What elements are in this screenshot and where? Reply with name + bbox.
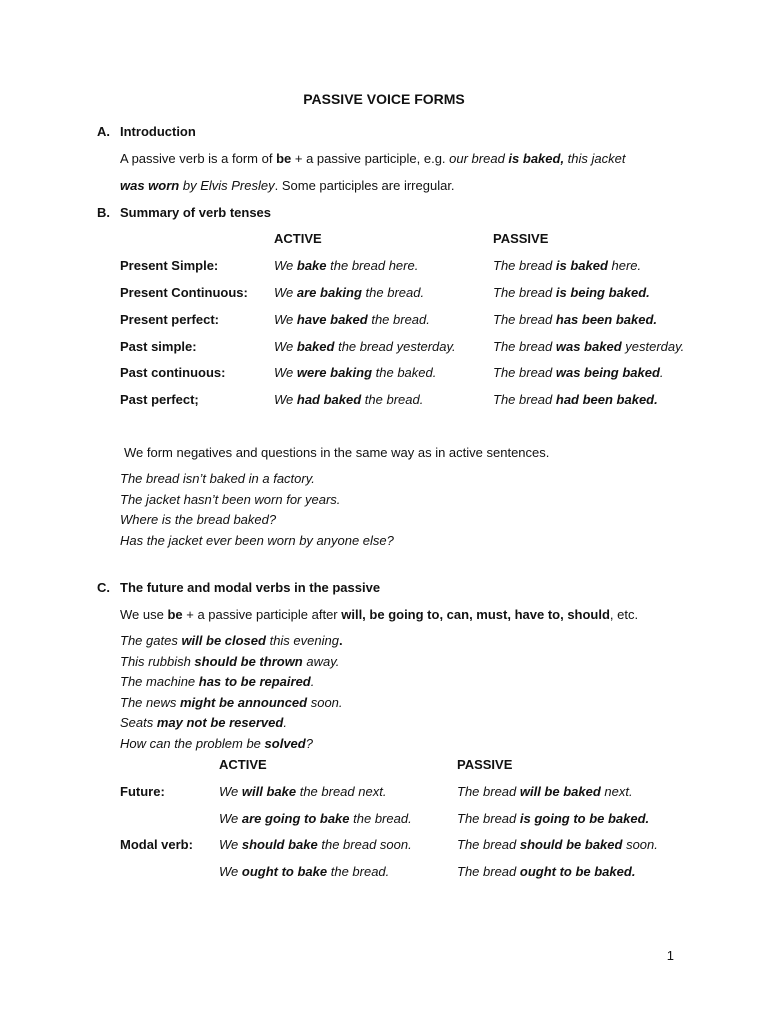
text-run: . Some participles are irregular. [274,178,455,193]
text-run: We [274,285,297,300]
text-run: How can the problem be [120,735,265,751]
page-title: PASSIVE VOICE FORMS [303,91,465,107]
page-number: 1 [666,948,674,963]
text-run: We [219,784,242,799]
section-c-letter: C. [97,580,110,595]
tense-label: Present Simple: [120,258,219,273]
example-sentence [120,736,313,752]
section-a-letter: A. [97,124,110,139]
passive-example [493,365,664,381]
text-run: ? [305,735,313,751]
active-example [219,784,386,800]
text-run: the baked. [372,365,437,380]
text-run: are going to bake [241,811,350,826]
example-sentence: Has the jacket ever been worn by anyone else? [120,533,394,549]
text-run: will, be going to, can, must, have to, should [341,607,610,622]
text-run: The bread [493,285,556,300]
text-run: We [274,392,297,407]
future-active-header: ACTIVE [219,757,267,772]
text-run: the bread. [327,864,390,879]
text-run: The bread [457,784,520,799]
active-example [219,864,389,880]
active-example [219,837,412,853]
text-run: soon. [307,694,343,710]
example-sentence: The bread isn’t baked in a factory. [120,471,315,486]
active-example [274,365,436,381]
text-run: is baked, [508,151,565,166]
active-example [274,312,430,328]
text-run: baked [296,339,335,354]
section-c-heading: The future and modal verbs in the passive [120,580,381,595]
text-run: . [659,365,664,380]
text-run: We [219,837,242,852]
text-run: This rubbish [120,653,195,669]
passive-example [493,285,650,301]
text-run: may not be reserved [156,715,284,730]
text-run: The bread [493,258,556,273]
text-run: The bread [493,365,556,380]
active-example [219,811,412,827]
text-run: by Elvis Presley [179,178,275,193]
text-run: was worn [120,178,180,193]
text-run: were baking [296,365,373,380]
passive-example [493,392,658,408]
passive-example [457,784,633,800]
text-run: + a passive participle after [182,607,342,622]
text-run: the bread yesterday. [334,339,456,354]
text-run: The gates [120,633,182,648]
text-run: A passive verb is a form of [120,151,277,166]
text-run: the bread. [361,392,424,407]
tense-label: Present perfect: [120,312,219,327]
verb-type-label: Future: [120,784,165,799]
text-run: . [310,674,315,689]
tense-label: Past perfect; [120,392,199,407]
passive-example [493,312,657,328]
example-sentence: Where is the bread baked? [120,512,277,528]
text-run: is baked [555,258,608,273]
example-sentence: The jacket hasn’t been worn for years. [120,491,341,507]
text-run: solved [264,735,306,751]
text-run: the bread next. [296,784,387,799]
text-run: will be closed [181,633,266,648]
text-run: We use [120,607,168,622]
text-run: We [274,339,297,354]
text-run: ought to be baked. [519,864,636,879]
text-run: The bread [457,811,520,826]
example-sentence [120,654,339,670]
text-run: should bake [241,837,318,852]
text-run: be [276,151,292,166]
tenses-active-header: ACTIVE [274,231,322,246]
text-run: the bread. [361,285,425,300]
text-run: be [167,607,183,622]
passive-example [457,864,635,880]
text-run: We [219,811,242,826]
text-run: was being baked [555,365,660,380]
tenses-passive-header: PASSIVE [493,231,549,246]
text-run: ought to bake [241,864,328,879]
text-run: is going to be baked. [519,811,650,826]
text-run: The bread [457,837,520,852]
active-example [274,258,418,274]
text-run: , etc. [609,607,639,622]
text-run: here. [607,258,642,273]
tense-label: Past continuous: [120,365,226,380]
negatives-intro: We form negatives and questions in the same way as in active sentences. [124,445,550,460]
text-run: has been baked. [555,312,658,327]
text-run: have baked [296,312,368,327]
text-run: . [283,715,287,730]
verb-type-label: Modal verb: [120,837,193,852]
intro-line-1 [120,151,625,167]
text-run: this evening [265,633,339,648]
text-run: The bread [493,312,556,327]
text-run: had been baked. [555,392,658,407]
text-run: the bread soon. [317,837,412,852]
tense-label: Present Continuous: [120,285,248,300]
active-example [274,285,424,301]
text-run: this jacket [564,151,626,166]
section-b-heading: Summary of verb tenses [120,205,272,220]
text-run: will be baked [519,784,601,799]
intro-line-2 [120,178,455,194]
passive-example [457,837,658,853]
passive-example [457,811,649,827]
text-run: the bread. [367,312,430,327]
passive-example [493,339,684,355]
text-run: The bread [457,864,520,879]
text-run: will bake [241,784,297,799]
text-run: might be announced [179,694,308,710]
text-run: are baking [296,285,362,300]
text-run: away. [302,653,340,669]
text-run: The machine [120,674,199,689]
active-example [274,339,456,355]
text-run: our bread [449,151,509,166]
text-run: next. [600,784,633,799]
passive-example [493,258,641,274]
text-run: should be thrown [194,653,303,669]
text-run: was baked [555,339,622,354]
text-run: We [274,365,297,380]
modal-intro [120,607,638,623]
text-run: has to be repaired [198,674,311,689]
text-run: bake [296,258,327,273]
text-run: We [274,312,297,327]
text-run: should be baked [519,837,623,852]
text-run: + a passive participle, e.g. [291,151,450,166]
text-run: the bread. [349,811,412,826]
text-run: We [219,864,242,879]
text-run: is being baked. [555,285,650,300]
text-run: The bread [493,392,556,407]
example-sentence [120,633,343,649]
text-run: The bread [493,339,556,354]
text-run: Seats [120,715,157,730]
text-run: soon. [622,837,658,852]
example-sentence [120,674,314,690]
tense-label: Past simple: [120,339,197,354]
text-run: We [274,258,297,273]
example-sentence [120,715,287,731]
future-passive-header: PASSIVE [457,757,513,772]
section-b-letter: B. [97,205,110,220]
text-run: the bread here. [326,258,419,273]
text-run: yesterday. [621,339,685,354]
active-example [274,392,423,408]
text-run: The news [120,694,180,710]
text-run: . [338,633,343,648]
text-run: had baked [296,392,362,407]
section-a-heading: Introduction [120,124,196,139]
example-sentence [120,695,343,711]
